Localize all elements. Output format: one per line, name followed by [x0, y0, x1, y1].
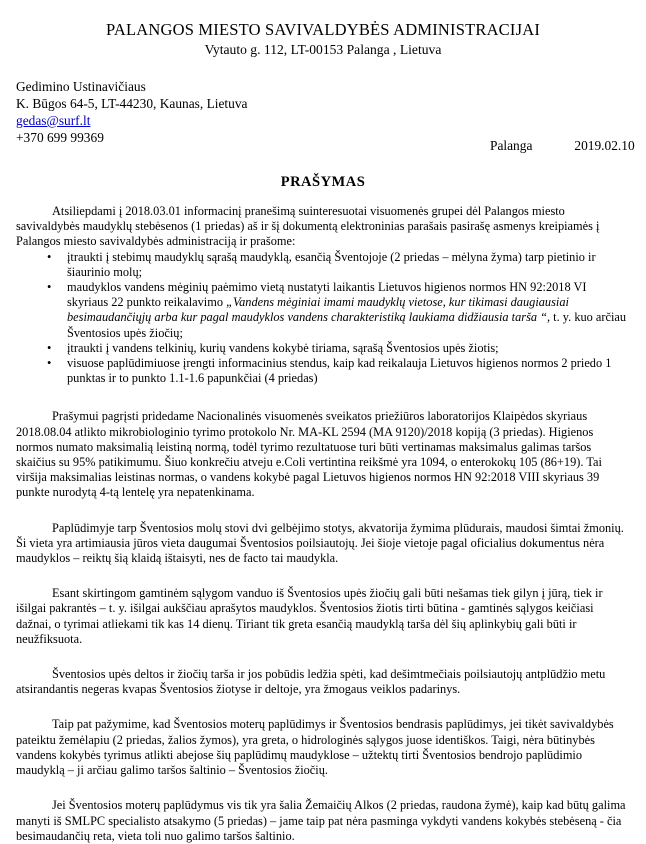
sender-phone: +370 699 99369	[16, 130, 104, 145]
request-item: • maudyklos vandens mėginių paėmimo vietą nustatyti laikantis Lietuvos higienos normos HN 92:2018 VI skyriaus 22 punkto reikalavimo „Vandens mėginiai imami maudyklų vietose, kur tikimasi daugiausiai besimaudančiųjų arba kur pagal maudyklos vandens charakteristiką laukiama didžiausia tarša “, t. y. kuo arčiau Šventosios upės žiočių;	[16, 280, 628, 341]
quoted-requirement: „Vandens mėginiai imami maudyklų vietose, kur tikimasi daugiausiai besimaudančiųjų arba kur pagal maudyklos vandens charakteristiką laukiama didžiausia tarša “,	[67, 295, 569, 325]
request-list	[16, 250, 628, 387]
body-paragraph: Esant skirtingom gamtinėm sąlygom vanduo iš Šventosios upės žiočių gali būti nešamas tiek gilyn į jūrą, tiek ir išilgai pakrantės – t. y. išilgai aukščiau aprašytos maudyklos. Šventosios žiotis tirti būtina - gamtinės sąlygos keičiasi dažnai, o tyrimai atliekami tik kas 14 dienų. Tiriant tik greta esančią maudyklą tarša dėl šių aplinkybių gali būti ir neužfiksuota.	[16, 586, 603, 646]
place-date-line	[490, 138, 635, 154]
sender-address: K. Būgos 64-5, LT-44230, Kaunas, Lietuva	[16, 96, 248, 111]
body-paragraph: Taip pat pažymime, kad Šventosios moterų paplūdimys ir Šventosios bendrasis paplūdimys, jei tikėt savivaldybės pateiktu žemėlapiu (2 priedas, žalios žymos), yra greta, o hidrologinės sąlygos juose identiškos. Taigi, nėra būtinybės vandens kokybės tyrimus atlikti abejose šių paplūdimų maudyklose – užtektų tirti Šventosios bendrojo paplūdimio maudyklą – ji arčiau galimo taršos šaltinio – Šventosios žiočių.	[16, 717, 614, 778]
document-title: PRAŠYMAS	[280, 174, 366, 190]
body-paragraph: Šventosios upės deltos ir žiočių tarša ir jos pobūdis ledžia spėti, kad dešimtmečiais poilsiautojų antplūdžio metu atsirandantis negeras kvapas Šventosios žiotyse ir deltoje, yra žmogaus veiklos padarinys.	[16, 667, 606, 697]
body-paragraph: Prašymui pagrįsti pridedame Nacionalinės visuomenės sveikatos priežiūros laboratorijos Klaipėdos skyriaus 2018.08.04 atlikto mikrobiologinio tyrimo protokolo Nr. MA-KL 2594 (MA 9120)/2018 kopiją (3 priedas). Higienos normos numato maksimalią leistiną normą, todėl tyrimo rezultatuose turi būti vertinamas maksimalus galimas taršos skaičius su 95% patikimumu. Šiuo konkrečiu atveju e.Coli vertintina reikšmė yra 1094, o enterokokų 105 (86+19). Tai viršija maksimalias leistinas normas, o vandens kokybė pagal Lietuvos higienos normos HN 92:2018 VIII skyriaus 39 punkte nurodytą 4-tą lentelę yra nepatenkinama.	[16, 409, 602, 500]
place: Palanga	[490, 138, 533, 153]
request-item: • įtraukti į vandens telkinių, kurių vandens kokybė tiriama, sąrašą Šventosios upės žiotis;	[16, 341, 628, 356]
intro-paragraph: Atsiliepdami į 2018.03.01 informacinį pranešimą suinteresuotai visuomenės grupei dėl Palangos miesto savivaldybės maudyklų stebėsenos (1 priedas) aš ir šį dokumentą elektroninias parašais pasirašę asmenys kreipiamės į Palangos miesto savivaldybės administraciją ir prašome:	[16, 204, 600, 249]
body-paragraph: Paplūdimyje tarp Šventosios molų stovi dvi gelbėjimo stotys, akvatorija žymima plūdurais, maudosi šimtai žmonių. Ši vieta yra artimiausia jūros vieta daugumai Šventosios poilsiautojų. Jei šioje vietoje pagal oficialius dokumentus nėra maudyklos – reiktų šią klaidą ištaisyti, nes de facto tai maudykla.	[16, 520, 624, 566]
request-item: • visuose paplūdimiuose įrengti informacinius stendus, kaip kad reikalauja Lietuvos higienos normos 2 priedo 1 punktas ir to punkto 1.1-1.6 papunkčiai (4 priedas)	[16, 356, 628, 386]
sender-name: Gedimino Ustinavičiaus	[16, 79, 146, 94]
body-paragraph: Jei Šventosios moterų paplūdymus vis tik yra šalia Žemaičių Alkos (2 priedas, raudona žymė), kaip kad būtų galima manyti iš SMLPC specialisto atsakymo (5 priedas) – jame taip pat nėra pasminga vykdyti vandens kokybės stebėseną - čia besimaudančių reta, vieta toli nuo galimo taršos šaltinio.	[16, 798, 626, 843]
sender-email-link[interactable]: gedas@surf.lt	[16, 113, 91, 128]
recipient-address: Vytauto g. 112, LT-00153 Palanga , Lietuva	[204, 42, 442, 57]
sender-block	[16, 78, 247, 146]
document-body	[16, 204, 628, 844]
recipient-title: PALANGOS MIESTO SAVIVALDYBĖS ADMINISTRACIJAI	[105, 20, 541, 39]
request-item: • įtraukti į stebimų maudyklų sąrašą maudyklą, esančią Šventojoje (2 priedas – mėlyna žyma) tarp pietinio ir šiaurinio molų;	[16, 250, 628, 280]
date: 2019.02.10	[574, 138, 635, 153]
